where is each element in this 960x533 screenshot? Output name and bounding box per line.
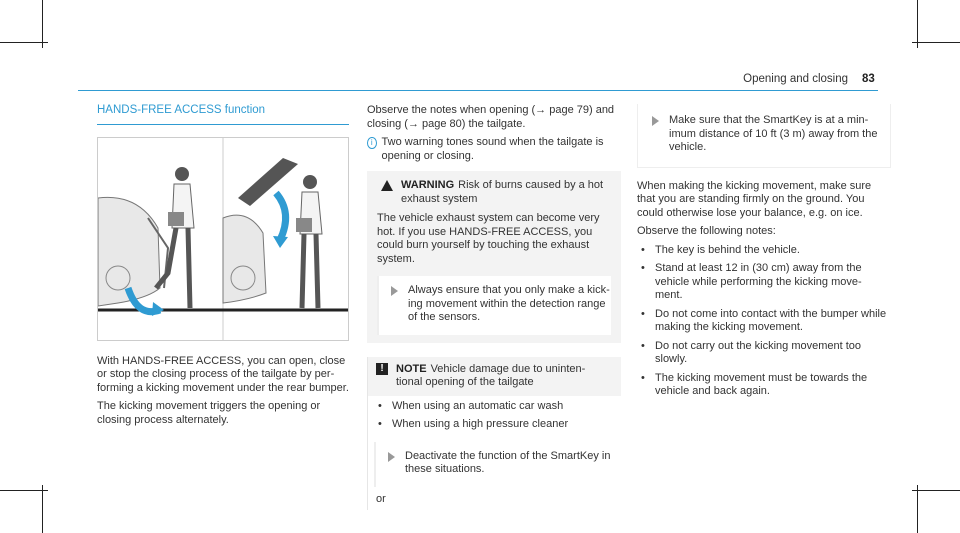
- list-item: • The key is behind the vehicle.: [641, 244, 891, 258]
- warning-label: WARNING: [401, 179, 455, 191]
- column-1: [97, 104, 349, 432]
- warning-box: [367, 171, 621, 343]
- notice-label: NOTE: [396, 362, 427, 375]
- paragraph: Observe the following notes:: [637, 225, 776, 237]
- list-item: • Do not come into contact with the bumper while making the kicking movement.: [641, 308, 891, 335]
- paragraph: The kicking movement triggers the opening or closing process alternately.: [97, 400, 321, 426]
- list-item: • The kicking movement must be towards the vehicle and back again.: [641, 372, 891, 399]
- paragraph: Observe the notes when opening (→ page 79) and closing (→ page 80) the tailgate.: [367, 104, 615, 130]
- or-text: or: [376, 492, 386, 505]
- crop-mark: [912, 490, 960, 491]
- paragraph: When making the kicking movement, make sure that you are standing firmly on the ground. You could otherwise lose your balance, e.g. on ice.: [637, 179, 872, 219]
- warning-step: [377, 276, 611, 335]
- paragraph: With HANDS-FREE ACCESS, you can open, close or stop the closing process of the tailgate by per- forming a kicking movement under the rear bumper.: [97, 354, 349, 394]
- info-icon: i: [367, 137, 377, 149]
- column-3: [637, 104, 891, 404]
- step-arrow-icon: [388, 452, 395, 462]
- notes-list: [637, 244, 891, 399]
- warning-heading: Risk of burns caused by a hot exhaust system: [401, 179, 604, 205]
- step-text: Make sure that the SmartKey is at a min- imum distance of 10 ft (3 m) away from the vehicle.: [669, 114, 878, 153]
- column-2: [367, 104, 621, 510]
- crop-mark: [917, 0, 918, 48]
- list-item: • When using a high pressure cleaner: [378, 418, 621, 432]
- list-item: • When using an automatic car wash: [378, 400, 621, 414]
- running-header: Opening and closing: [743, 73, 848, 85]
- warning-triangle-icon: [381, 180, 393, 191]
- illustration: [97, 137, 349, 341]
- notice-box: [367, 357, 621, 511]
- notice-heading: Vehicle damage due to uninten- tional opening of the tailgate: [396, 362, 586, 388]
- list-item: • Do not carry out the kicking movement too slowly.: [641, 340, 891, 367]
- crop-mark: [912, 42, 960, 43]
- step-arrow-icon: [391, 286, 398, 296]
- crop-mark: [0, 42, 48, 43]
- header-rule: [78, 90, 878, 91]
- crop-mark: [42, 485, 43, 533]
- page-number: 83: [862, 73, 875, 85]
- notice-step: [374, 442, 621, 487]
- list-item: • Stand at least 12 in (30 cm) away from the vehicle while performing the kicking move- ment.: [641, 262, 891, 303]
- note-text: Two warning tones sound when the tailgate is opening or closing.: [381, 136, 604, 162]
- info-note: [367, 136, 621, 163]
- exclamation-icon: !: [376, 363, 388, 375]
- warning-body: The vehicle exhaust system can become very hot. If you use HANDS-FREE ACCESS, you could burn yourself by touching the exhaust system.: [377, 212, 600, 265]
- step-box: [637, 104, 891, 168]
- tailgate-kick-illustration: [98, 138, 348, 340]
- step-arrow-icon: [652, 116, 659, 126]
- step-text: Always ensure that you only make a kick- ing movement within the detection range of the sensors.: [408, 284, 610, 323]
- notice-list: [368, 400, 621, 432]
- crop-mark: [0, 490, 48, 491]
- crop-mark: [917, 485, 918, 533]
- crop-mark: [42, 0, 43, 48]
- step-text: Deactivate the function of the SmartKey in these situations.: [405, 449, 611, 475]
- section-title: HANDS-FREE ACCESS function: [97, 104, 349, 125]
